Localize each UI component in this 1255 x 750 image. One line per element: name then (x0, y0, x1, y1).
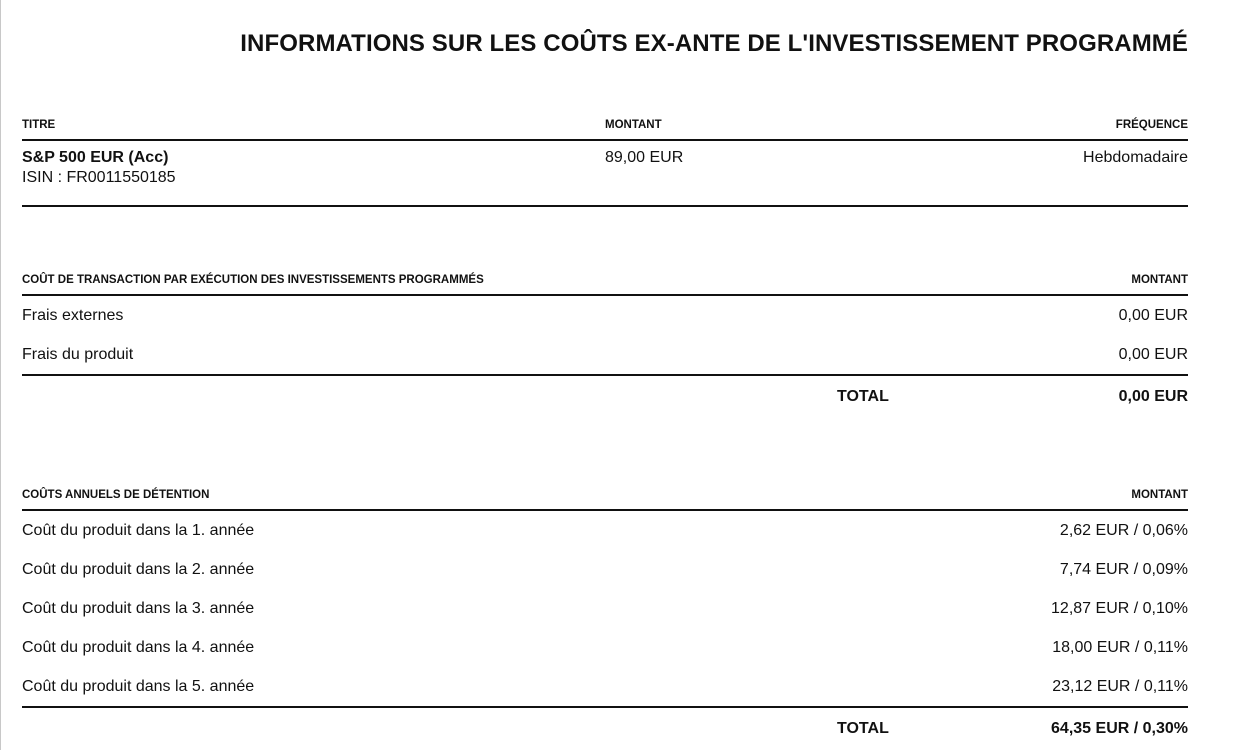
row-value: 0,00 EUR (1118, 346, 1188, 363)
transaction-costs-heading: COÛT DE TRANSACTION PAR EXÉCUTION DES INVESTISSEMENTS PROGRAMMÉS (22, 274, 484, 286)
row-value: 23,12 EUR / 0,11% (1052, 678, 1188, 695)
holding-costs-header-row (22, 487, 1188, 511)
total-label: TOTAL (837, 388, 889, 405)
transaction-costs-total-row (22, 376, 1188, 416)
table-row (22, 296, 1188, 335)
table-row (22, 511, 1188, 550)
row-label: Coût du produit dans la 2. année (22, 561, 255, 578)
row-label: Coût du produit dans la 5. année (22, 678, 255, 695)
security-row (22, 141, 1188, 207)
total-value: 0,00 EUR (1118, 388, 1188, 405)
row-value: 0,00 EUR (1118, 307, 1188, 324)
investment-header-row (22, 117, 1188, 141)
security-isin: ISIN : FR0011550185 (22, 169, 176, 186)
holding-costs-heading: COÛTS ANNUELS DE DÉTENTION (22, 489, 210, 501)
row-value: 7,74 EUR / 0,09% (1059, 561, 1188, 578)
table-row (22, 335, 1188, 376)
row-label: Coût du produit dans la 4. année (22, 639, 255, 656)
row-value: 12,87 EUR / 0,10% (1051, 600, 1188, 617)
frequency-column-header: FRÉQUENCE (1115, 119, 1188, 131)
row-label: Frais externes (22, 307, 124, 324)
investment-section (22, 117, 1188, 207)
table-row (22, 667, 1188, 708)
page-title: INFORMATIONS SUR LES COÛTS EX-ANTE DE L'INVESTISSEMENT PROGRAMMÉ (240, 30, 1188, 57)
transaction-costs-header-row (22, 272, 1188, 296)
table-row (22, 589, 1188, 628)
total-label: TOTAL (837, 720, 889, 737)
row-value: 2,62 EUR / 0,06% (1059, 522, 1188, 539)
transaction-costs-section (22, 272, 1188, 416)
row-value: 18,00 EUR / 0,11% (1052, 639, 1188, 656)
investment-amount: 89,00 EUR (605, 149, 684, 166)
investment-frequency: Hebdomadaire (1083, 149, 1188, 166)
holding-costs-amount-header: MONTANT (1131, 489, 1188, 501)
table-row (22, 550, 1188, 589)
row-label: Coût du produit dans la 1. année (22, 522, 255, 539)
transaction-costs-amount-header: MONTANT (1131, 274, 1188, 286)
holding-costs-section (22, 487, 1188, 748)
page-left-edge (0, 0, 1, 750)
row-label: Coût du produit dans la 3. année (22, 600, 255, 617)
amount-column-header: MONTANT (605, 119, 662, 131)
row-label: Frais du produit (22, 346, 134, 363)
table-row (22, 628, 1188, 667)
total-value: 64,35 EUR / 0,30% (1051, 720, 1188, 737)
security-name: S&P 500 EUR (Acc) (22, 149, 169, 166)
title-column-header: TITRE (22, 119, 56, 131)
holding-costs-total-row (22, 708, 1188, 748)
